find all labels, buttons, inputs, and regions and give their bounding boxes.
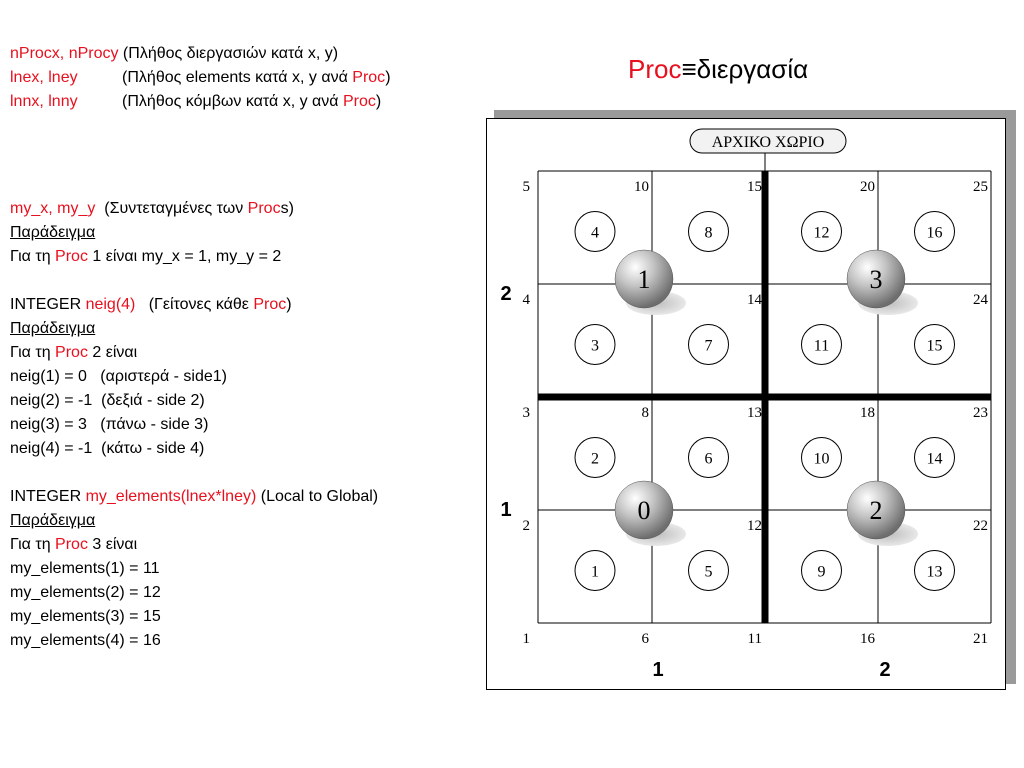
highlight-term: lnex, lney — [10, 69, 78, 86]
label-text: ΑΡΧΙΚΟ ΧΩΡΙΟ — [711, 134, 825, 151]
element-number: 3 — [591, 337, 599, 355]
node-number: 18 — [860, 405, 875, 421]
node-number: 22 — [973, 518, 988, 534]
text-segment: neig(2) = -1 (δεξιά - side 2) — [10, 392, 205, 409]
proc-label: 2 — [869, 496, 883, 525]
node-number: 25 — [973, 179, 988, 195]
axis-x-label: 2 — [879, 659, 891, 681]
node-number: 11 — [747, 631, 762, 647]
text-segment: neig(3) = 3 (πάνω - side 3) — [10, 416, 209, 433]
element-number: 2 — [591, 450, 599, 468]
element-number: 15 — [926, 337, 943, 355]
highlight-term: Proc — [253, 296, 287, 313]
text-segment: INTEGER — [10, 296, 86, 313]
proc-label: 3 — [869, 265, 883, 294]
highlight-term: Proc — [55, 536, 88, 553]
node-number: 2 — [522, 518, 530, 534]
text-segment: INTEGER — [10, 488, 86, 505]
element-number: 10 — [813, 450, 830, 468]
text-segment: 1 είναι my_x = 1, my_y = 2 — [87, 248, 282, 265]
element-number: 5 — [704, 563, 713, 581]
example-heading: Παράδειγμα — [10, 320, 96, 337]
text-segment: ) — [286, 296, 292, 313]
node-number: 3 — [522, 405, 530, 421]
highlight-term: Proc — [247, 200, 281, 217]
node-number: 4 — [522, 292, 530, 308]
text-segment: my_elements(2) = 12 — [10, 584, 161, 601]
element-number: 11 — [813, 337, 830, 355]
proc-label: 1 — [637, 265, 651, 294]
highlight-term: Proc — [55, 344, 88, 361]
text-segment: Για τη — [10, 536, 56, 553]
element-number: 1 — [591, 563, 599, 581]
highlight-term: my_elements(lnex*lney) — [85, 488, 257, 505]
text-segment: 2 είναι — [87, 344, 138, 361]
text-segment: (Πλήθος elements κατά x, y ανά — [77, 69, 353, 86]
node-number: 21 — [973, 631, 988, 647]
highlight-term: my_x, my_y — [10, 200, 96, 217]
element-number: 13 — [926, 563, 943, 581]
text-segment: Για τη — [10, 248, 56, 265]
axis-y-label: 2 — [500, 283, 512, 305]
highlight-term: nProcx, nProcy — [10, 45, 119, 62]
text-segment: ) — [375, 93, 382, 110]
element-number: 12 — [813, 224, 830, 242]
text-segment: (Local to Global) — [256, 488, 379, 505]
text-segment: (Γείτονες κάθε — [135, 296, 254, 313]
text-segment: (Πλήθος διεργασιών κατά x, y) — [118, 45, 339, 62]
text-segment: (Συντεταγμένες των — [95, 200, 248, 217]
example-heading: Παράδειγμα — [10, 512, 96, 529]
element-number: 14 — [926, 450, 943, 468]
text-segment: 3 είναι — [87, 536, 138, 553]
node-number: 10 — [634, 179, 649, 195]
highlight-term: Proc — [352, 69, 386, 86]
element-number: 8 — [704, 224, 713, 242]
axis-y-label: 1 — [500, 499, 512, 521]
element-number: 6 — [704, 450, 713, 468]
proc-label: 0 — [637, 496, 651, 525]
node-number: 13 — [747, 405, 762, 421]
text-segment: s) — [280, 200, 294, 217]
highlight-term: Proc — [55, 248, 88, 265]
node-number: 8 — [641, 405, 649, 421]
text-segment: neig(4) = -1 (κάτω - side 4) — [10, 440, 205, 457]
text-segment: ) — [385, 69, 391, 86]
element-number: 9 — [817, 563, 826, 581]
text-segment: Για τη — [10, 344, 56, 361]
element-number: 16 — [926, 224, 943, 242]
node-number: 14 — [747, 292, 762, 308]
highlight-term: neig(4) — [85, 296, 136, 313]
node-number: 15 — [747, 179, 762, 195]
node-number: 20 — [860, 179, 875, 195]
node-number: 6 — [641, 631, 649, 647]
axis-x-label: 1 — [652, 659, 664, 681]
text-segment: my_elements(1) = 11 — [10, 560, 160, 577]
node-number: 16 — [860, 631, 875, 647]
node-number: 5 — [522, 179, 530, 195]
title-proc: Proc — [628, 54, 682, 84]
highlight-term: Proc — [342, 93, 376, 110]
example-heading: Παράδειγμα — [10, 224, 96, 241]
node-number: 1 — [522, 631, 530, 647]
node-number: 23 — [973, 405, 988, 421]
text-segment: my_elements(4) = 16 — [10, 632, 161, 649]
node-number: 24 — [973, 292, 988, 308]
element-number: 4 — [591, 224, 599, 242]
element-number: 7 — [704, 337, 713, 355]
highlight-term: lnnx, lnny — [10, 93, 78, 110]
text-segment: neig(1) = 0 (αριστερά - side1) — [10, 368, 227, 385]
node-number: 12 — [747, 518, 762, 534]
text-segment: my_elements(3) = 15 — [10, 608, 161, 625]
title-rest: ≡διεργασία — [681, 54, 809, 84]
text-segment: (Πλήθος κόμβων κατά x, y ανά — [77, 93, 343, 110]
